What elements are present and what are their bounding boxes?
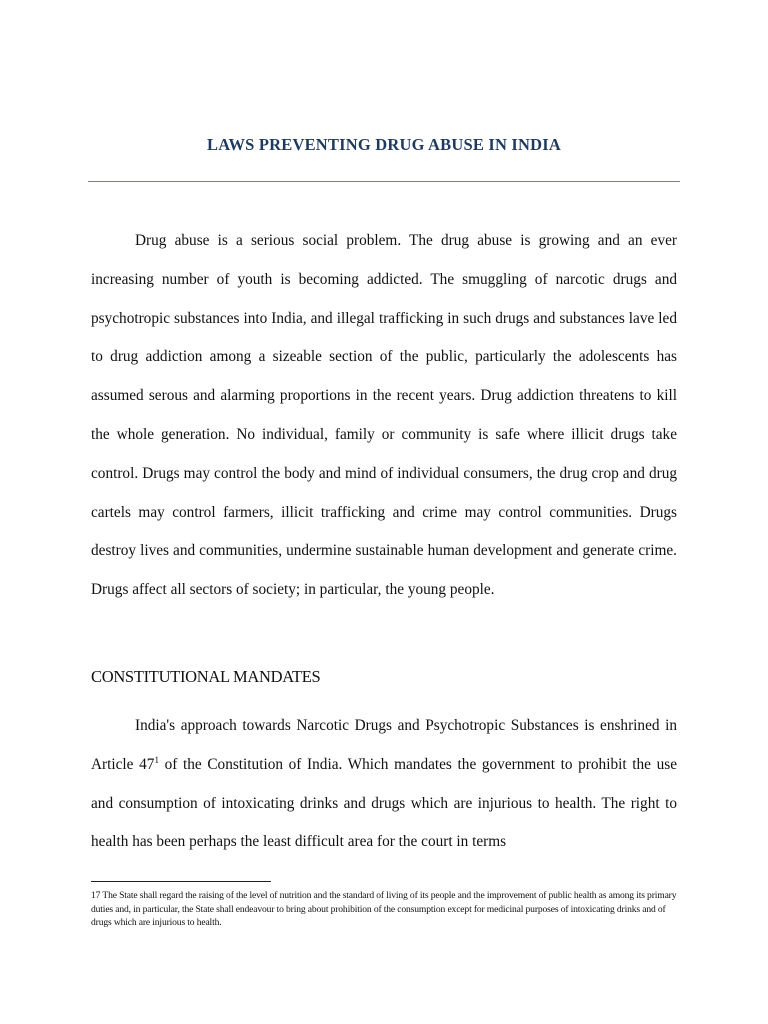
body-paragraph-constitutional xyxy=(91,707,677,862)
body-paragraph-intro: Drug abuse is a serious social problem. The drug abuse is growing and an ever increasing number of youth is becoming addicted. The smuggling of narcotic drugs and psychotropic substances into India, and illegal trafficking in such drugs and substances lave led to drug addiction among a sizeable section of the public, particularly the adolescents has assumed serous and alarming proportions in the recent years. Drug addiction threatens to kill the whole generation. No individual, family or community is safe where illicit drugs take control. Drugs may control the body and mind of individual consumers, the drug crop and drug cartels may control farmers, illicit trafficking and crime may control communities. Drugs destroy lives and communities, undermine sustainable human development and generate crime. Drugs affect all sectors of society; in particular, the young people. xyxy=(91,232,677,599)
footnote-reference: 1 xyxy=(154,754,159,765)
footnote-text: 17 The State shall regard the raising of the level of nutrition and the standard of living of its people and the improvement of public health as among its primary duties and, in particular, the State shall endeavour to bring about prohibition of the consumption except for medicinal purposes of intoxicating drinks and of drugs which are injurious to health. xyxy=(91,890,677,928)
section-heading-constitutional-mandates: CONSTITUTIONAL MANDATES xyxy=(91,667,321,686)
document-title: LAWS PREVENTING DRUG ABUSE IN INDIA xyxy=(206,135,562,154)
title-divider xyxy=(88,181,680,182)
paragraph-text-before-reference: India's approach towards Narcotic Drugs and Psychotropic Substances is enshrined in Article 47 xyxy=(91,717,677,773)
footnote-divider xyxy=(91,881,271,882)
paragraph-text-after-reference: of the Constitution of India. Which mandates the government to prohibit the use and consumption of intoxicating drinks and drugs which are injurious to health. The right to health has been perhaps the least difficult area for the court in terms xyxy=(91,755,677,851)
